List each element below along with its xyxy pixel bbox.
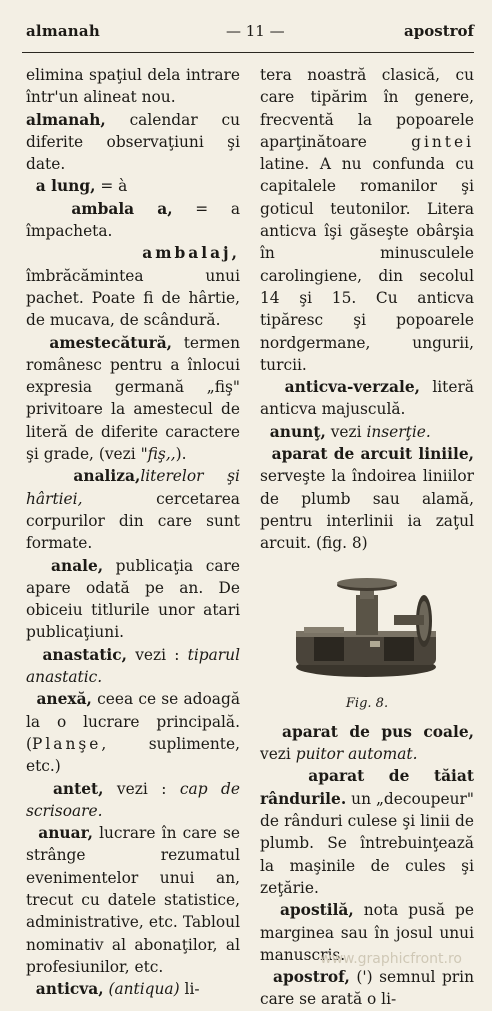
entry-antet: antet, vezi : cap de scrisoare. <box>26 779 240 820</box>
header-rule <box>22 52 474 53</box>
entry-ambalaj: ambalaj, îmbrăcămintea unui pachet. Poate fi de hârtie, de mucava, de scândură. <box>26 244 240 330</box>
entry-anexa: anexă, ceea ce se adoagă la o lucrare principală. (Planşe, suplimente, etc.) <box>26 690 240 776</box>
left-column <box>26 64 240 1000</box>
entry-a-lung: a lung, = à <box>35 177 128 196</box>
entry-aparat-pus-coale: aparat de pus coale, vezi puitor automat. <box>260 722 474 764</box>
entry-amestecatura: amestecătură, termen românesc pentru a înlocui expresia germană „fiş" privitoare la amestecul de literă de diferite caractere şi grade, (vezi "fiş,,). <box>26 333 240 464</box>
watermark: www.graphicfront.ro <box>320 951 462 967</box>
entry-anticva: anticva, (antiqua) li- <box>35 980 200 999</box>
running-head-right: apostrof <box>404 22 474 40</box>
entry-anuar: anuar, lucrare în care se strânge rezumatul evenimentelor unui an, trecut cu datele statistice, administrative, etc. Tabloul nominativ al abonaţilor, al profesiunilor, etc. <box>26 824 240 976</box>
entry-aparat-taiat: aparat de tăiat rândurile. un „decoupeur" de rânduri culese şi linii de plumb. Se întrebuinţează la maşinile de cules şi zeţărie. <box>260 767 474 897</box>
entry-apostrof: apostrof, (') semnul prin care se arată o li- <box>260 968 474 1009</box>
line-bending-machine-illustration <box>274 571 454 681</box>
entry-apostila: apostilă, nota pusă pe marginea sau în josul unui manuscris. <box>260 901 474 964</box>
figure-caption: Fig. 8. <box>345 695 389 711</box>
entry-anunt: anunţ, vezi inserţie. <box>269 422 431 441</box>
entry-anticva-continued: tera noastră clasică, cu care tipărim în genere, frecventă la popoarele aparţinătoare gintei latine. A nu confunda cu capitalele romanilor şi goticul teutonilor. Litera anticva îşi găseşte obârşia în minusculele carolingiene, din secolul 14 şi 15. Cu anticva tipăresc şi popoarele nordgermane, ungurii, turcii. <box>260 66 474 374</box>
right-column <box>260 64 474 1011</box>
entry-continuation: elimina spaţiul dela intrare într'un alineat nou. <box>26 66 240 107</box>
entry-aparat-arcuit: aparat de arcuit liniile, serveşte la îndoirea liniilor de plumb sau alamă, pentru interlinii ia zaţul arcuit. (fig. 8) <box>260 445 474 553</box>
entry-analiza: analiza,literelor şi hârtiei, cercetarea corpurilor din care sunt formate. <box>26 467 240 553</box>
entry-almanah: almanah, calendar cu diferite observaţiuni şi date. <box>26 110 240 174</box>
page-number: — 11 — <box>226 22 285 40</box>
page-header <box>26 22 474 46</box>
entry-anale: anale, publicaţia care apare odată pe an. De obiceiu titlurile unor atari publicaţiuni. <box>26 556 240 642</box>
entry-anastatic: anastatic, vezi : tiparul anastatic. <box>26 645 240 687</box>
entry-anticva-verzale: anticva-verzale, literă anticva majusculă. <box>260 378 474 419</box>
running-head-left: almanah <box>26 22 100 40</box>
entry-ambala: ambala a, = a împacheta. <box>26 199 241 241</box>
